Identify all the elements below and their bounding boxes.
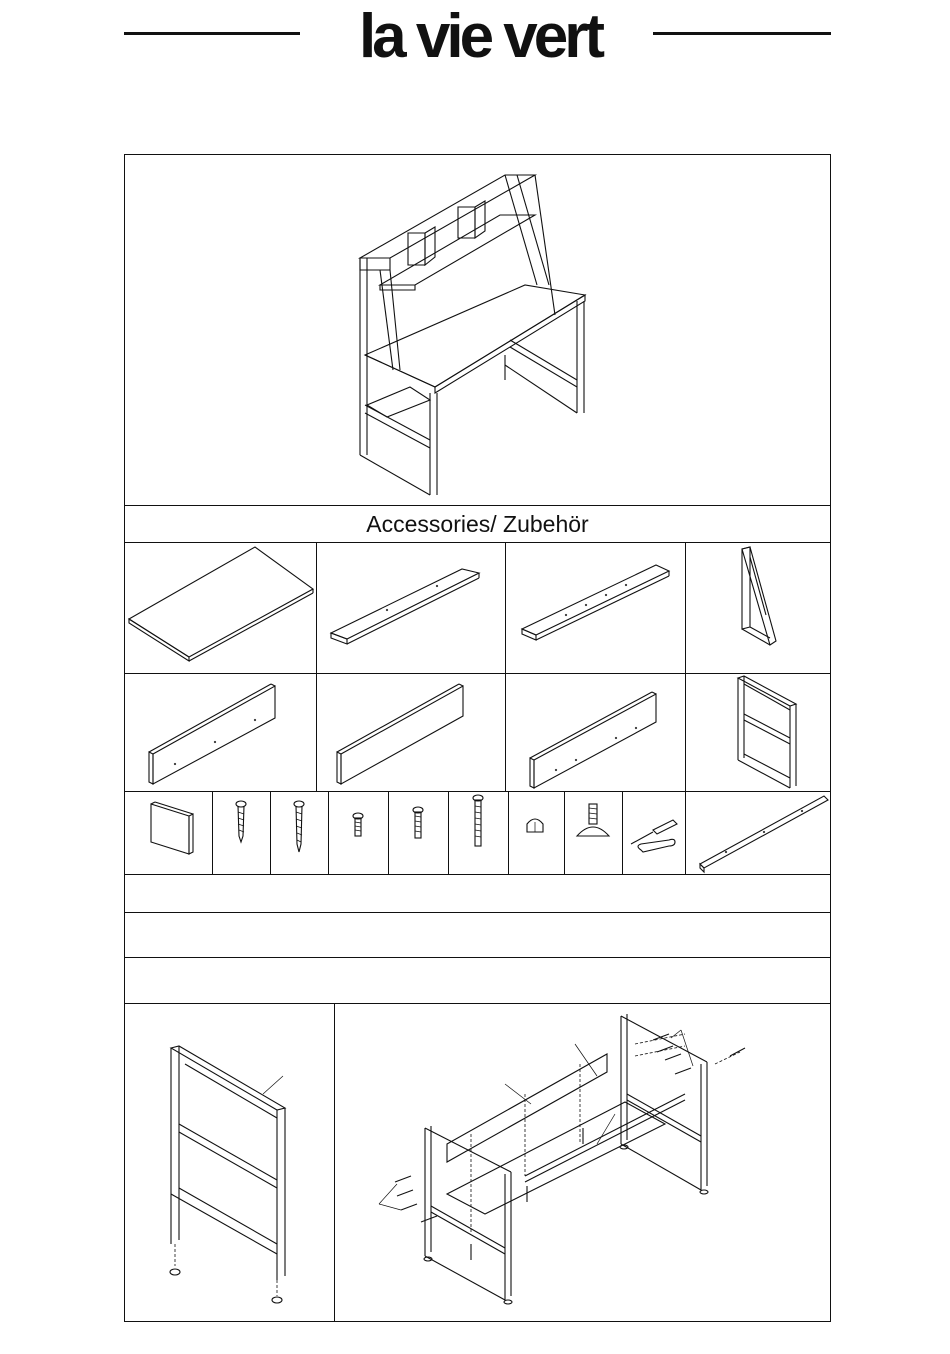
accessories-title: Accessories/ Zubehör (366, 511, 589, 537)
part-screwdriver-and-wrench (623, 792, 686, 874)
instruction-sheet (124, 154, 831, 1322)
assembly-steps (125, 1004, 830, 1322)
step-frame-assembly (335, 1004, 832, 1322)
part-small-divider (125, 792, 213, 874)
part-back-panel (317, 674, 506, 791)
desk-isometric-drawing (125, 155, 830, 505)
part-bolt-medium (389, 792, 449, 874)
part-cap-nut (509, 792, 565, 874)
part-back-panel-long (125, 674, 317, 791)
part-leg-frame (686, 674, 832, 791)
accessories-row-2 (125, 674, 830, 792)
part-bolt-short (329, 792, 389, 874)
part-wood-screw-short (213, 792, 271, 874)
part-hutch-side-frame (686, 543, 832, 673)
logo-line-left (124, 32, 300, 35)
part-leveling-foot (565, 792, 623, 874)
blank-band-1 (125, 875, 830, 913)
part-shelf-board (317, 543, 506, 673)
product-overview (125, 155, 830, 506)
part-back-panel-holes (506, 674, 686, 791)
header-logo (0, 0, 950, 80)
accessories-row-3 (125, 792, 830, 875)
step-leg-frame-feet (125, 1004, 335, 1322)
accessories-header (125, 506, 830, 543)
part-desktop-panel (125, 543, 317, 673)
logo-line-right (653, 32, 831, 35)
blank-band-2 (125, 913, 830, 958)
part-hutch-top-board (506, 543, 686, 673)
part-wood-screw-long (271, 792, 329, 874)
brand-wordmark: la vie vert (358, 2, 602, 71)
part-crossbar (686, 792, 832, 874)
part-bolt-long (449, 792, 509, 874)
blank-band-3 (125, 958, 830, 1004)
accessories-row-1 (125, 543, 830, 674)
